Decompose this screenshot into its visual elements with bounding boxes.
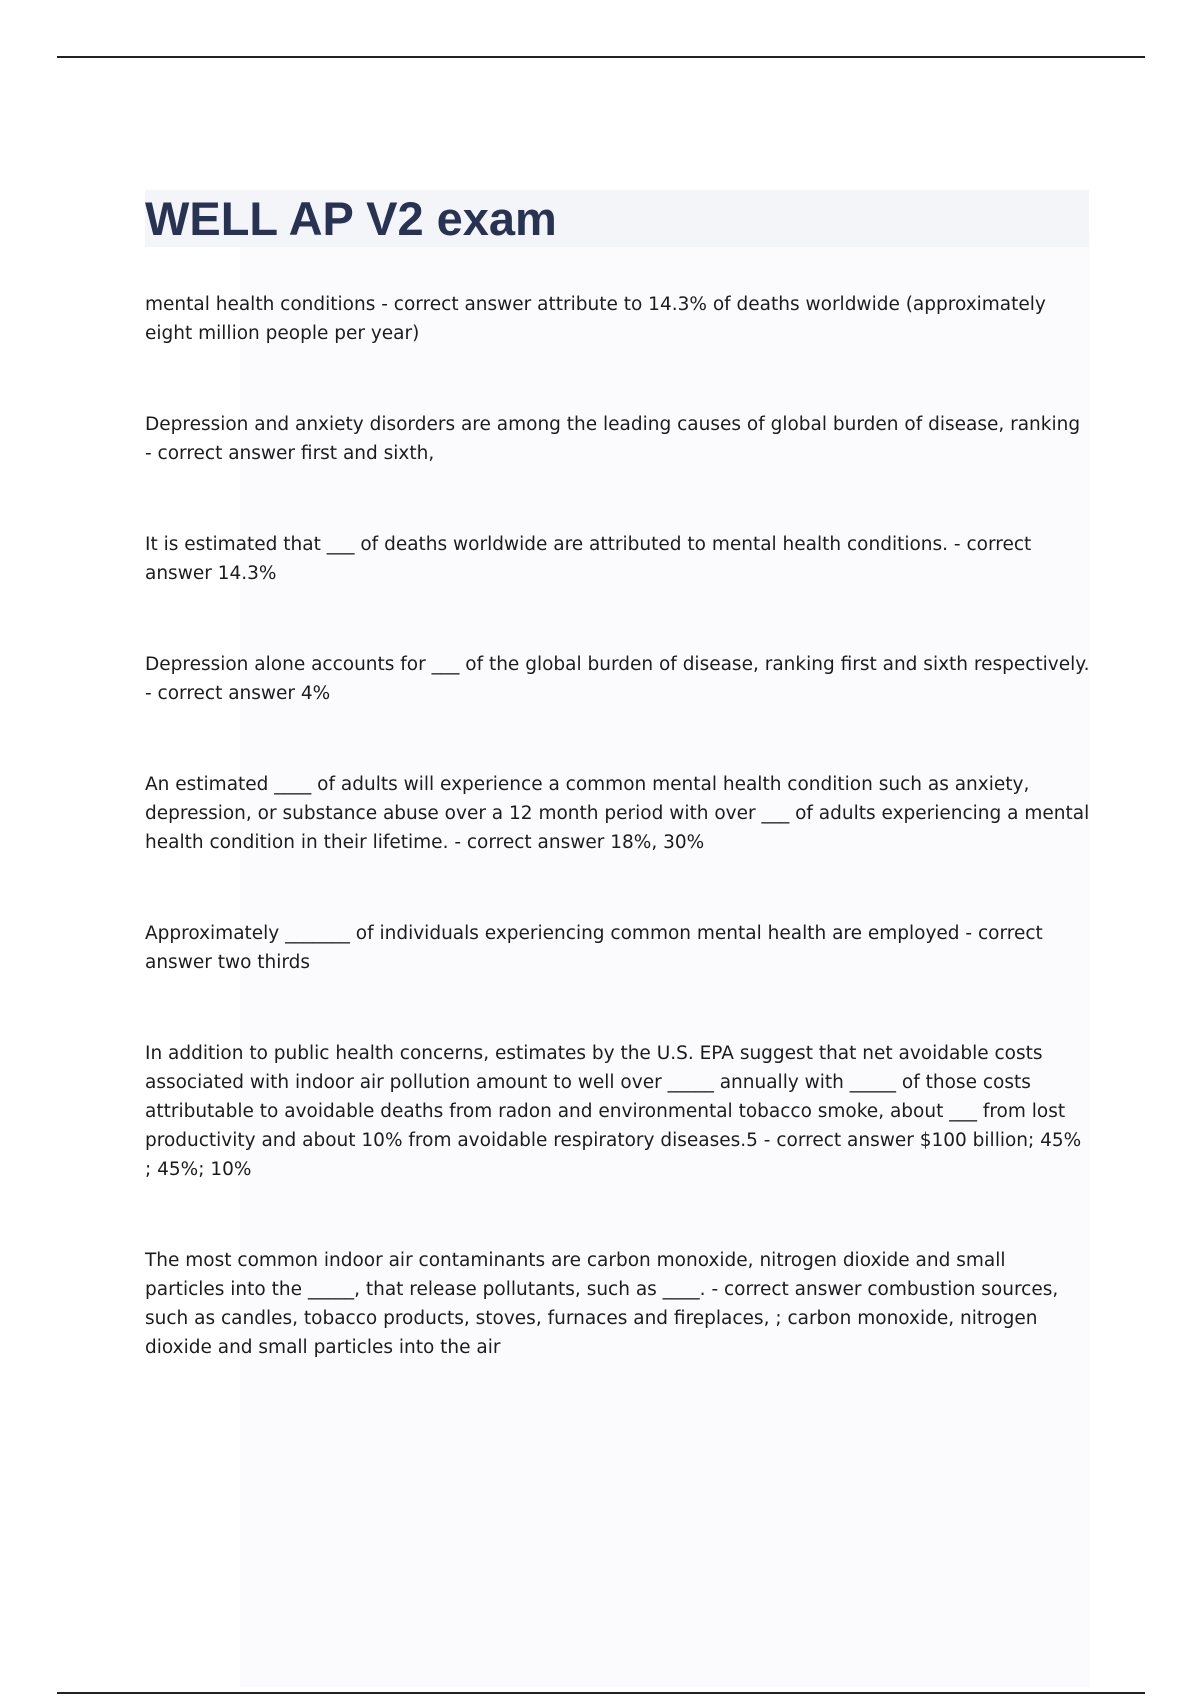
page-title: WELL AP V2 exam bbox=[145, 192, 557, 245]
qa-item: Approximately _______ of individuals experiencing common mental health are employed - correct answer two thirds bbox=[145, 923, 1043, 973]
qa-item: It is estimated that ___ of deaths worldwide are attributed to mental health conditions. - correct answer 14.3% bbox=[145, 534, 1032, 584]
header-rule bbox=[57, 56, 1145, 58]
footer-rule bbox=[57, 1692, 1145, 1694]
qa-item: The most common indoor air contaminants are carbon monoxide, nitrogen dioxide and small particles into the _____, that release pollutants, such as ____. - correct answer combustion sources, such as candles, tobacco products, stoves, furnaces and fireplaces, ; carbon monoxide, nitrogen dioxide and small particles into the air bbox=[145, 1250, 1059, 1358]
qa-item: Depression and anxiety disorders are among the leading causes of global burden of disease, ranking - correct answer first and sixth, bbox=[145, 414, 1081, 464]
qa-item: Depression alone accounts for ___ of the global burden of disease, ranking first and sixth respectively. - correct answer 4% bbox=[145, 654, 1090, 704]
qa-item: An estimated ____ of adults will experience a common mental health condition such as anxiety, depression, or substance abuse over a 12 month period with over ___ of adults experiencing a mental health condition in their lifetime. - correct answer 18%, 30% bbox=[145, 774, 1090, 853]
qa-item: In addition to public health concerns, estimates by the U.S. EPA suggest that net avoidable costs associated with indoor air pollution amount to well over _____ annually with _____ of those costs attributable to avoidable deaths from radon and environmental tobacco smoke, about ___ from lost productivity and about 10% from avoidable respiratory diseases.5 - correct answer $100 billion; 45% ; 45%; 10% bbox=[145, 1043, 1082, 1180]
qa-list bbox=[145, 290, 1090, 1424]
qa-item: mental health conditions - correct answer attribute to 14.3% of deaths worldwide (approximately eight million people per year) bbox=[145, 294, 1046, 344]
